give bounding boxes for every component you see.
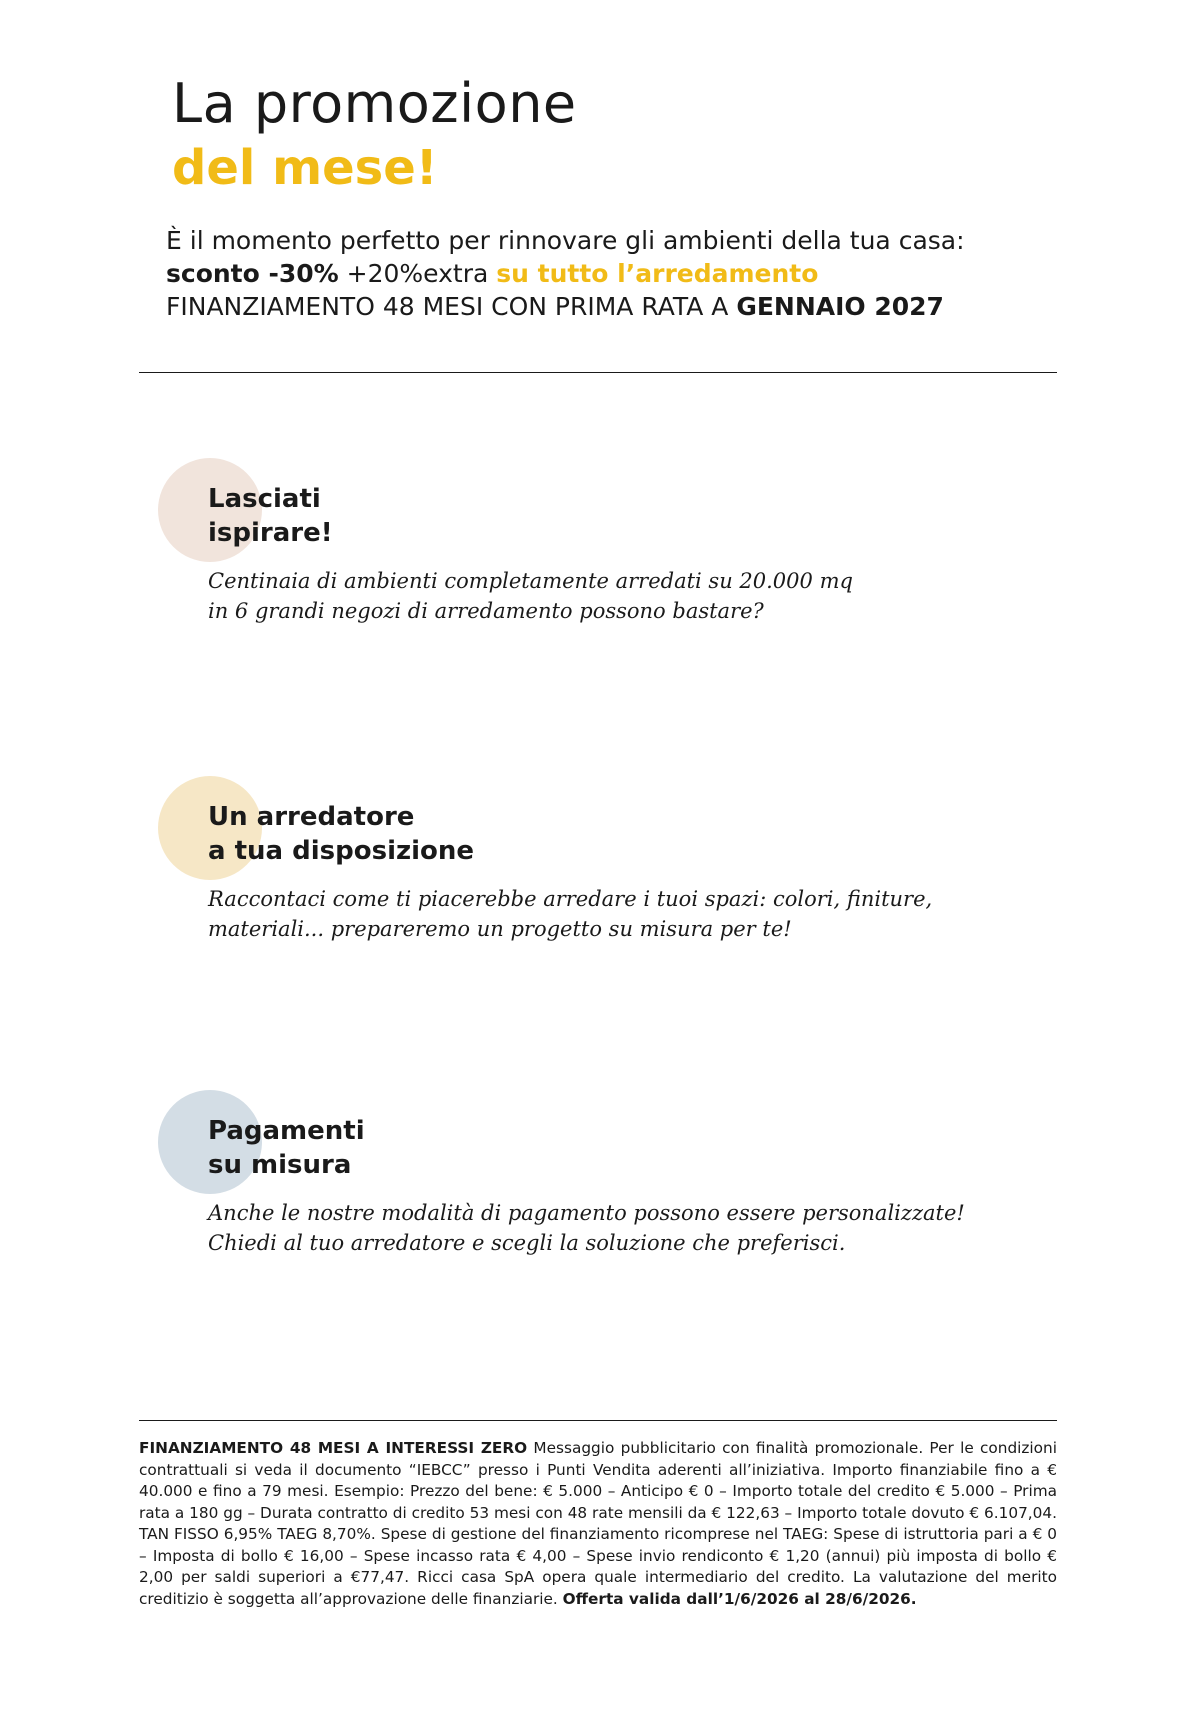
extra-discount-text: +20%extra xyxy=(338,259,497,288)
offer-validity: Offerta valida dall’1/6/2026 al 28/6/2026. xyxy=(562,1589,917,1608)
intro-line-1: È il momento perfetto per rinnovare gli ambienti della tua casa: xyxy=(166,226,965,255)
feature-description xyxy=(208,566,853,626)
feature-desc-line-2: materiali... prepareremo un progetto su misura per te! xyxy=(208,917,792,941)
feature-description xyxy=(208,884,932,944)
bottom-divider xyxy=(139,1420,1057,1421)
headline-line-1: La promozione xyxy=(172,72,577,135)
feature-title-line-2: su misura xyxy=(208,1150,352,1180)
headline-line-2: del mese! xyxy=(172,140,438,196)
intro-line-2 xyxy=(166,257,1066,290)
feature-title-line-1: Pagamenti xyxy=(208,1116,365,1146)
feature-title-line-1: Lasciati xyxy=(208,484,321,514)
feature-description xyxy=(208,1198,965,1258)
page-headline xyxy=(172,72,577,200)
intro-line-3 xyxy=(166,290,1066,323)
financing-text: FINANZIAMENTO 48 MESI CON PRIMA RATA A xyxy=(166,292,737,321)
feature-desc-line-2: in 6 grandi negozi di arredamento possono bastare? xyxy=(208,599,764,623)
feature-title-line-2: a tua disposizione xyxy=(208,836,475,866)
feature-title-line-1: Un arredatore xyxy=(208,802,415,832)
intro-text xyxy=(166,224,1066,323)
feature-title-line-2: ispirare! xyxy=(208,518,333,548)
feature-title xyxy=(208,482,333,550)
discount-scope-text: su tutto l’arredamento xyxy=(496,259,819,288)
top-divider xyxy=(139,372,1057,373)
legal-fine-print xyxy=(139,1438,1057,1610)
fine-print-body: Messaggio pubblicitario con finalità promozionale. Per le condizioni contrattuali si veda il documento “IEBCC” presso i Punti Vendita aderenti all’iniziativa. Importo finanziabile fino a € 40.000 e fino a 79 mesi. Esempio: Prezzo del bene: € 5.000 – Anticipo € 0 – Importo totale del credito € 5.000 – Prima rata a 180 gg – Durata contratto di credito 53 mesi con 48 rate mensili da € 122,63 – Importo totale dovuto € 6.107,04. TAN FISSO 6,95% TAEG 8,70%. Spese di gestione del finanziamento ricomprese nel TAEG: Spese di istruttoria pari a € 0 – Imposta di bollo € 16,00 – Spese incasso rata € 4,00 – Spese invio rendiconto € 1,20 (annui) più imposta di bollo € 2,00 per saldi superiori a €77,47. Ricci casa SpA opera quale intermediario del credito. La valutazione del merito creditizio è soggetta all’approvazione delle finanziarie. xyxy=(139,1439,1057,1608)
feature-title xyxy=(208,1114,365,1182)
feature-title xyxy=(208,800,474,868)
feature-desc-line-1: Centinaia di ambienti completamente arredati su 20.000 mq xyxy=(208,569,853,593)
fine-print-lead: FINANZIAMENTO 48 MESI A INTERESSI ZERO xyxy=(139,1439,528,1457)
feature-desc-line-1: Anche le nostre modalità di pagamento possono essere personalizzate! xyxy=(208,1201,965,1225)
feature-desc-line-1: Raccontaci come ti piacerebbe arredare i tuoi spazi: colori, finiture, xyxy=(208,887,933,911)
feature-desc-line-2: Chiedi al tuo arredatore e scegli la soluzione che preferisci. xyxy=(208,1231,846,1255)
first-payment-date: GENNAIO 2027 xyxy=(736,292,944,321)
discount-text: sconto -30% xyxy=(166,259,339,288)
